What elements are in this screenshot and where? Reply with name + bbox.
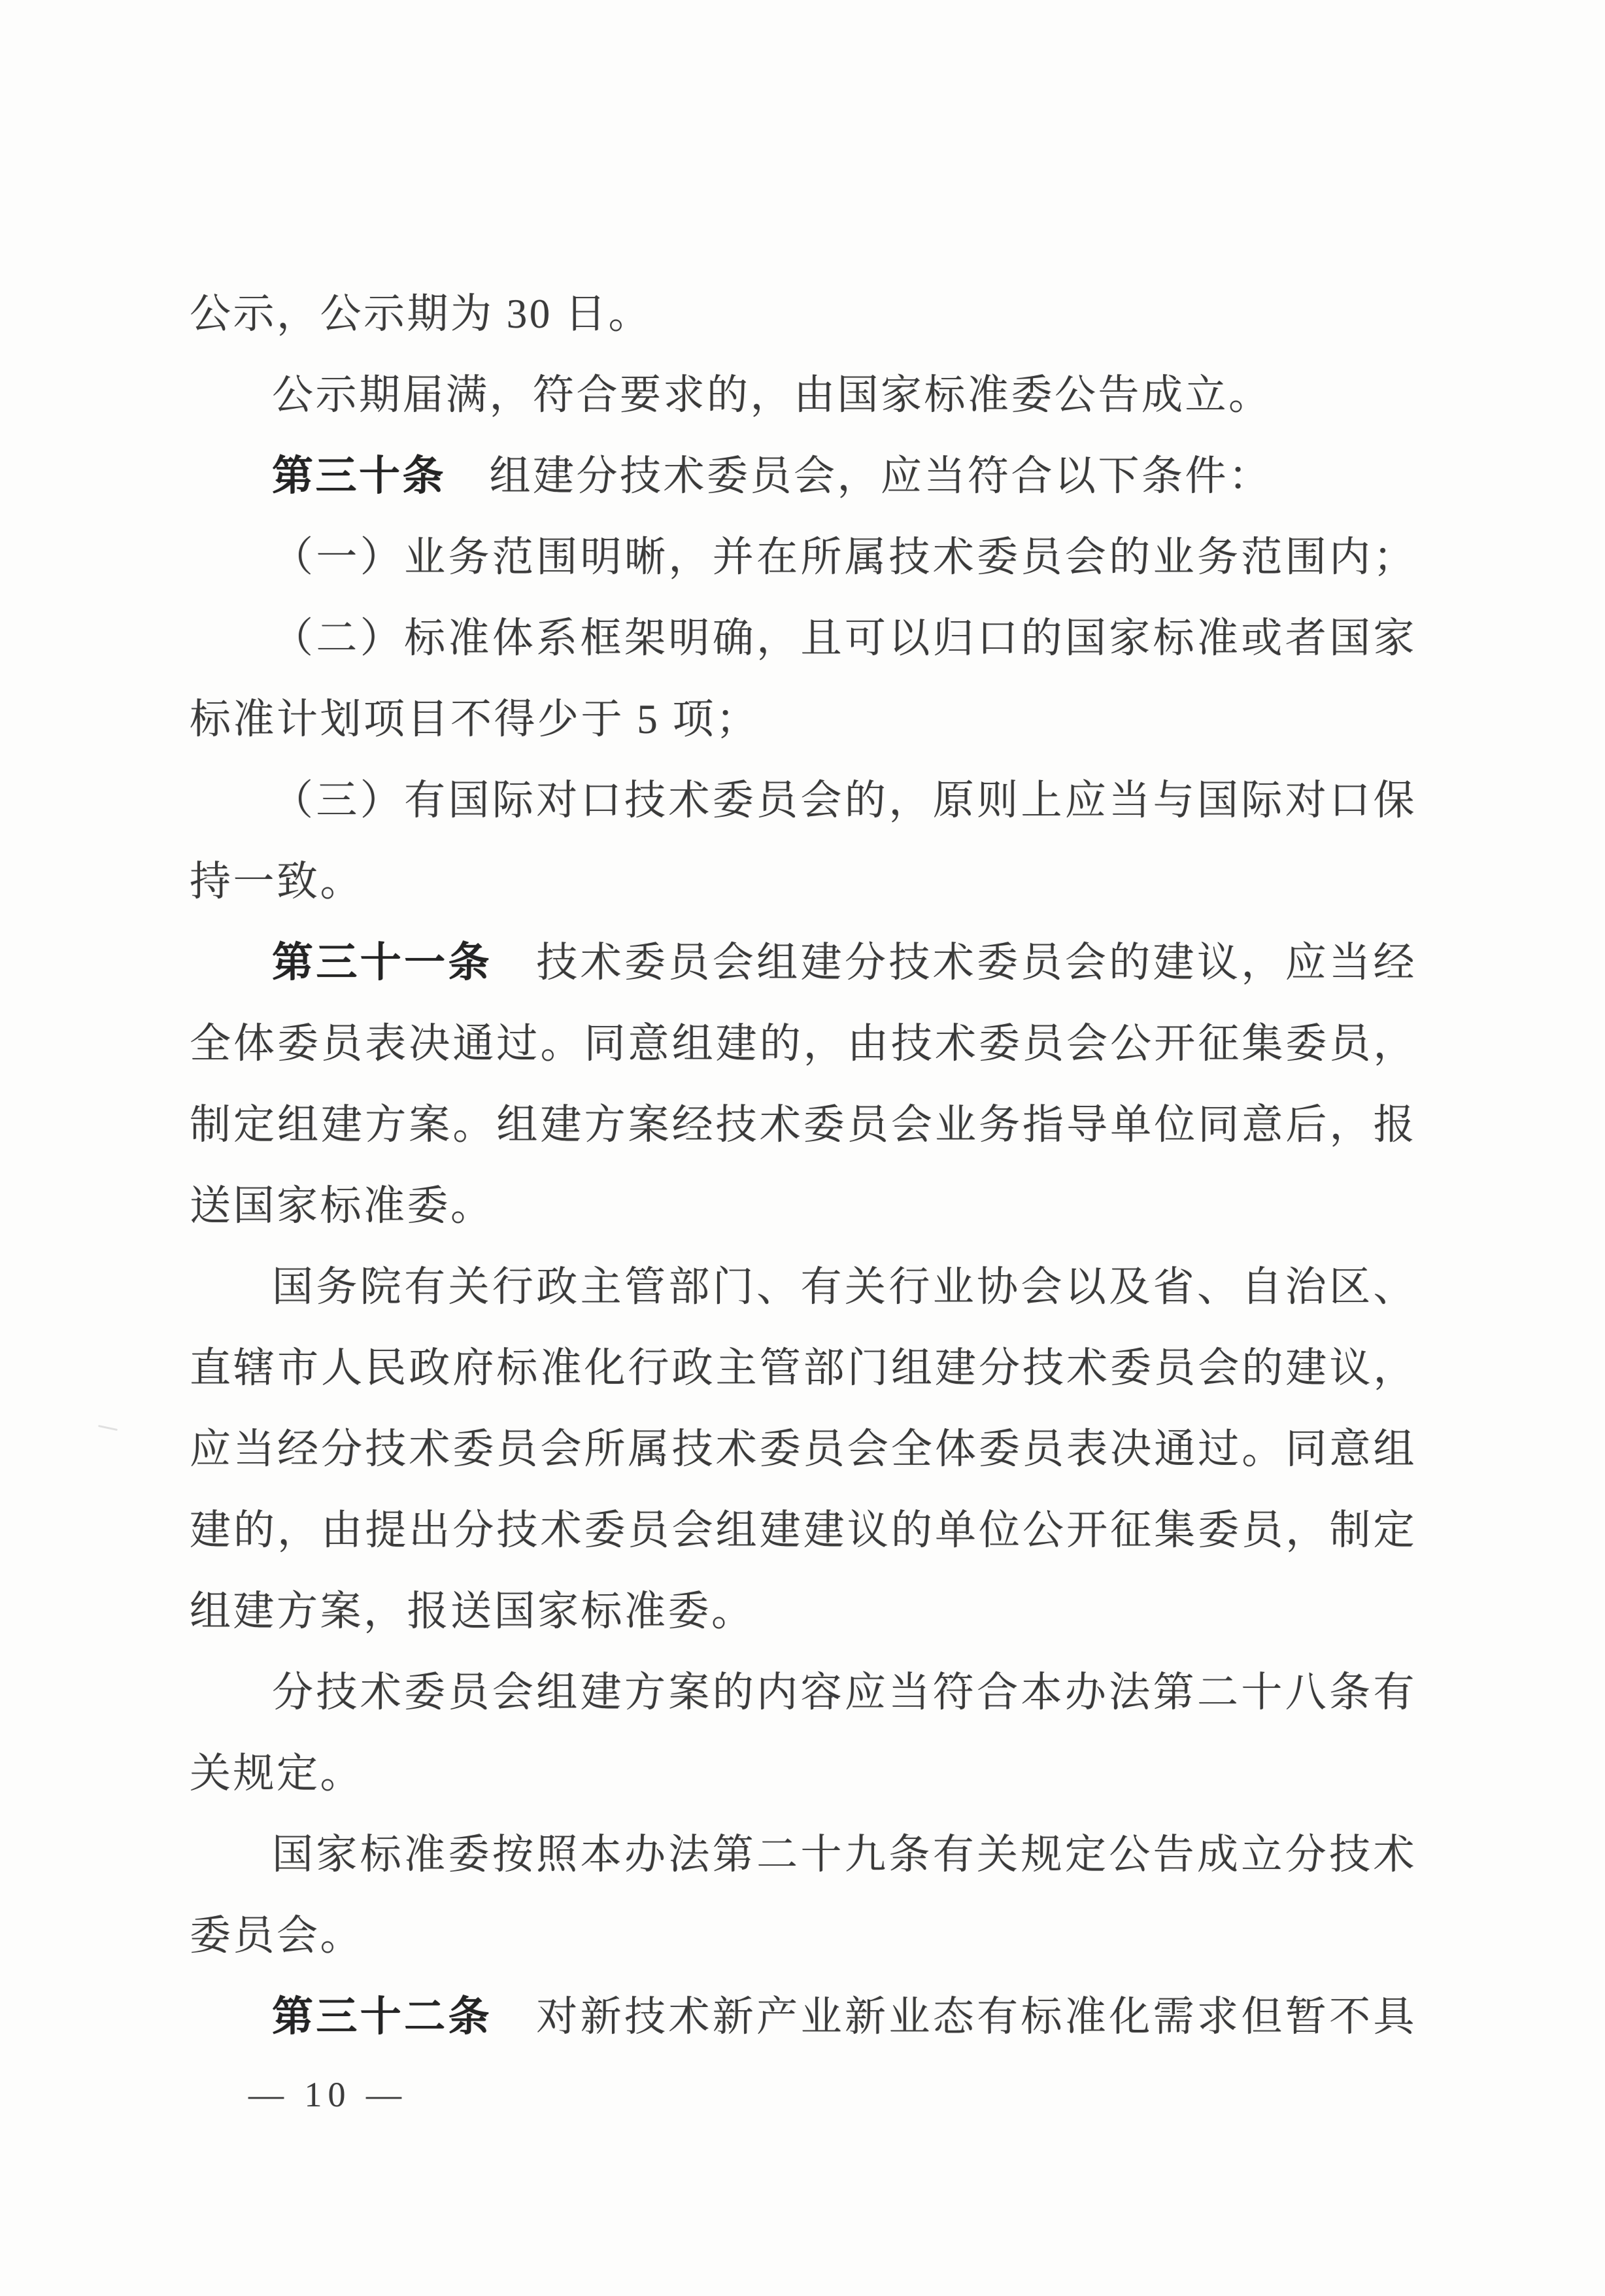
text-segment: 标准计划项目不得少于 5 项； (190, 696, 760, 742)
text-line (190, 1814, 1417, 1895)
text-segment: （一）业务范围明晰，并在所属技术委员会的业务范围内； (272, 534, 1417, 580)
page-number: — 10 — (248, 2075, 407, 2114)
text-segment: 国家标准委按照本办法第二十九条有关规定公告成立分技术 (272, 1832, 1417, 1877)
article-number: 第三十条 (272, 453, 446, 499)
text-line (190, 841, 1417, 922)
text-line (190, 1003, 1417, 1084)
text-segment: （三）有国际对口技术委员会的，原则上应当与国际对口保 (272, 778, 1417, 823)
text-segment: 制定组建方案。组建方案经技术委员会业务指导单位同意后，报 (190, 1102, 1417, 1148)
article-number: 第三十一条 (272, 940, 492, 985)
text-segment: 对新技术新产业新业态有标准化需求但暂不具 (492, 1994, 1417, 2040)
text-segment: 送国家标准委。 (190, 1183, 494, 1229)
text-segment: 公示期届满，符合要求的，由国家标准委公告成立。 (272, 372, 1272, 418)
document-lines (190, 273, 1417, 2057)
text-segment: 组建方案，报送国家标准委。 (190, 1588, 755, 1634)
text-line (190, 1652, 1417, 1733)
text-line (190, 598, 1417, 679)
text-segment: 全体委员表决通过。同意组建的，由技术委员会公开征集委员， (190, 1021, 1417, 1067)
text-segment: 持一致。 (190, 859, 363, 904)
text-line (190, 517, 1417, 598)
text-segment: 分技术委员会组建方案的内容应当符合本办法第二十八条有 (272, 1670, 1417, 1715)
text-line (190, 922, 1417, 1003)
text-line (190, 1328, 1417, 1409)
text-segment: 直辖市人民政府标准化行政主管部门组建分技术委员会的建议， (190, 1345, 1417, 1391)
text-segment: （二）标准体系框架明确，且可以归口的国家标准或者国家 (272, 615, 1417, 661)
scan-artifact (98, 1425, 118, 1431)
document-body (190, 273, 1417, 2057)
text-segment: 委员会。 (190, 1913, 363, 1959)
text-segment: 应当经分技术委员会所属技术委员会全体委员表决通过。同意组 (190, 1426, 1417, 1472)
text-line (190, 1246, 1417, 1328)
text-segment: 建的，由提出分技术委员会组建建议的单位公开征集委员，制定 (190, 1507, 1417, 1553)
text-line (190, 1976, 1417, 2057)
text-line (190, 1733, 1417, 1814)
text-line (190, 436, 1417, 517)
text-segment: 国务院有关行政主管部门、有关行业协会以及省、自治区、 (272, 1264, 1417, 1310)
text-line (190, 1490, 1417, 1571)
text-line (190, 1084, 1417, 1165)
text-segment: 关规定。 (190, 1751, 363, 1796)
text-line (190, 679, 1417, 760)
text-line (190, 273, 1417, 354)
text-line (190, 1895, 1417, 1976)
text-segment: 组建分技术委员会，应当符合以下条件： (446, 453, 1272, 499)
text-line (190, 1409, 1417, 1490)
text-segment: 公示，公示期为 30 日。 (190, 291, 652, 337)
text-line (190, 354, 1417, 436)
text-line (190, 760, 1417, 841)
article-number: 第三十二条 (272, 1994, 492, 2040)
text-line (190, 1165, 1417, 1246)
text-segment: 技术委员会组建分技术委员会的建议，应当经 (492, 940, 1417, 985)
text-line (190, 1571, 1417, 1652)
